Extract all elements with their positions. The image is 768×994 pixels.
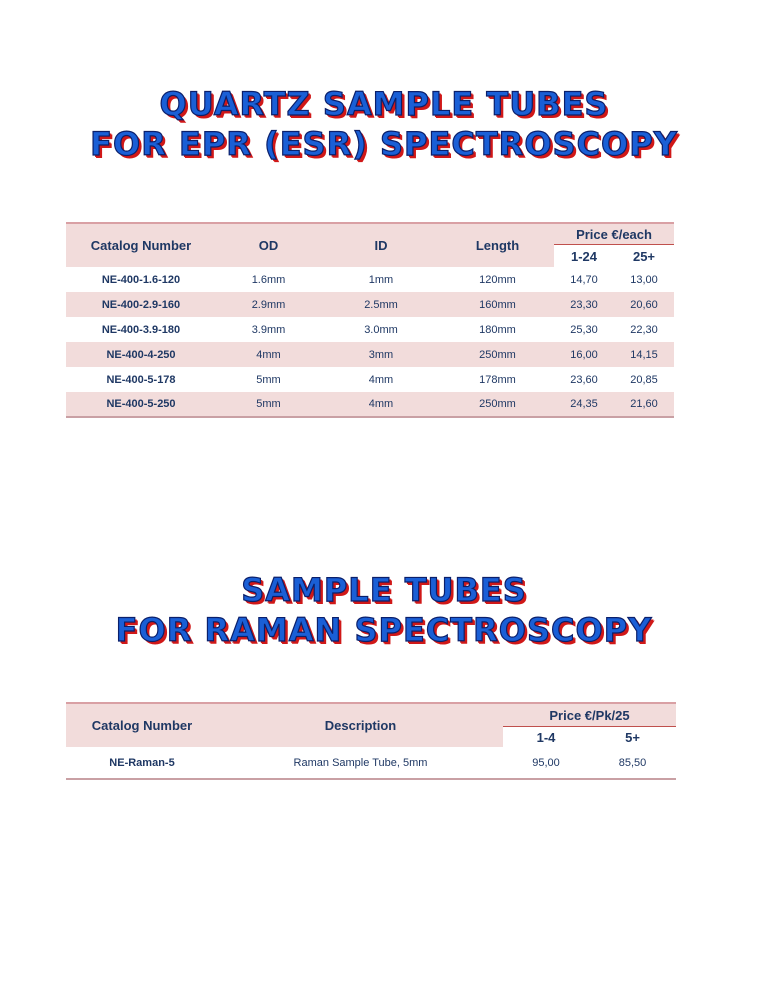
price-tier-1: 23,30	[554, 292, 614, 317]
raman-heading-line1: SAMPLE TUBES	[241, 571, 527, 609]
catalog-number: NE-400-4-250	[66, 342, 216, 367]
length-value: 250mm	[441, 342, 554, 367]
table-row	[66, 367, 674, 392]
col-header-tier-1: 1-4	[503, 727, 589, 748]
table-row	[66, 267, 674, 292]
price-tier-1: 14,70	[570, 273, 598, 286]
price-tier-2: 85,50	[618, 756, 647, 769]
col-header-catalog: Catalog Number	[66, 223, 216, 267]
catalog-number: NE-400-5-178	[106, 373, 176, 386]
id-value: 3mm	[321, 342, 441, 367]
raman-heading	[0, 570, 768, 650]
price-tier-2: 14,15	[614, 342, 674, 367]
table-row	[66, 292, 674, 317]
description-value: Raman Sample Tube, 5mm	[293, 756, 428, 769]
price-tier-2: 13,00	[630, 273, 658, 286]
id-value: 3.0mm	[364, 323, 398, 336]
col-header-id: ID	[321, 223, 441, 267]
od-value: 3.9mm	[251, 323, 286, 336]
od-value: 5mm	[256, 373, 281, 386]
length-value: 250mm	[441, 392, 554, 417]
id-value: 4mm	[321, 392, 441, 417]
price-tier-2: 22,30	[630, 323, 658, 336]
col-header-od: OD	[216, 223, 321, 267]
col-header-length: Length	[441, 223, 554, 267]
price-tier-2: 20,60	[614, 292, 674, 317]
col-header-tier-2: 5+	[589, 727, 676, 748]
epr-heading-line1: QUARTZ SAMPLE TUBES	[159, 85, 609, 123]
price-tier-2: 21,60	[614, 392, 674, 417]
catalog-number: NE-Raman-5	[109, 756, 175, 769]
price-tier-1: 25,30	[570, 323, 598, 336]
catalog-number: NE-400-2.9-160	[66, 292, 216, 317]
length-value: 178mm	[479, 373, 516, 386]
catalog-number: NE-400-1.6-120	[101, 273, 181, 286]
length-value: 120mm	[479, 273, 516, 286]
catalog-number: NE-400-5-250	[66, 392, 216, 417]
col-header-tier-2: 25+	[614, 245, 674, 268]
col-header-tier-1: 1-24	[554, 245, 614, 268]
od-value: 1.6mm	[251, 273, 286, 286]
price-tier-1: 24,35	[554, 392, 614, 417]
col-header-price: Price €/each	[554, 223, 674, 245]
raman-heading-line2: FOR RAMAN SPECTROSCOPY	[115, 611, 653, 649]
table-row	[66, 747, 676, 779]
id-value: 2.5mm	[321, 292, 441, 317]
table-row	[66, 317, 674, 342]
table-row	[66, 392, 674, 417]
od-value: 4mm	[216, 342, 321, 367]
raman-price-table	[66, 702, 676, 780]
table-row	[66, 342, 674, 367]
price-tier-2: 20,85	[630, 373, 658, 386]
length-value: 160mm	[441, 292, 554, 317]
epr-price-table	[66, 222, 674, 418]
epr-heading	[0, 84, 768, 164]
price-tier-1: 16,00	[554, 342, 614, 367]
id-value: 1mm	[368, 273, 394, 286]
epr-heading-line2: FOR EPR (ESR) SPECTROSCOPY	[90, 125, 678, 163]
price-tier-1: 23,60	[570, 373, 598, 386]
col-header-price: Price €/Pk/25	[503, 703, 676, 727]
col-header-description: Description	[218, 703, 503, 747]
od-value: 5mm	[216, 392, 321, 417]
catalog-number: NE-400-3.9-180	[101, 323, 181, 336]
id-value: 4mm	[368, 373, 394, 386]
length-value: 180mm	[479, 323, 516, 336]
price-tier-1: 95,00	[532, 756, 560, 769]
col-header-catalog: Catalog Number	[66, 703, 218, 747]
od-value: 2.9mm	[216, 292, 321, 317]
